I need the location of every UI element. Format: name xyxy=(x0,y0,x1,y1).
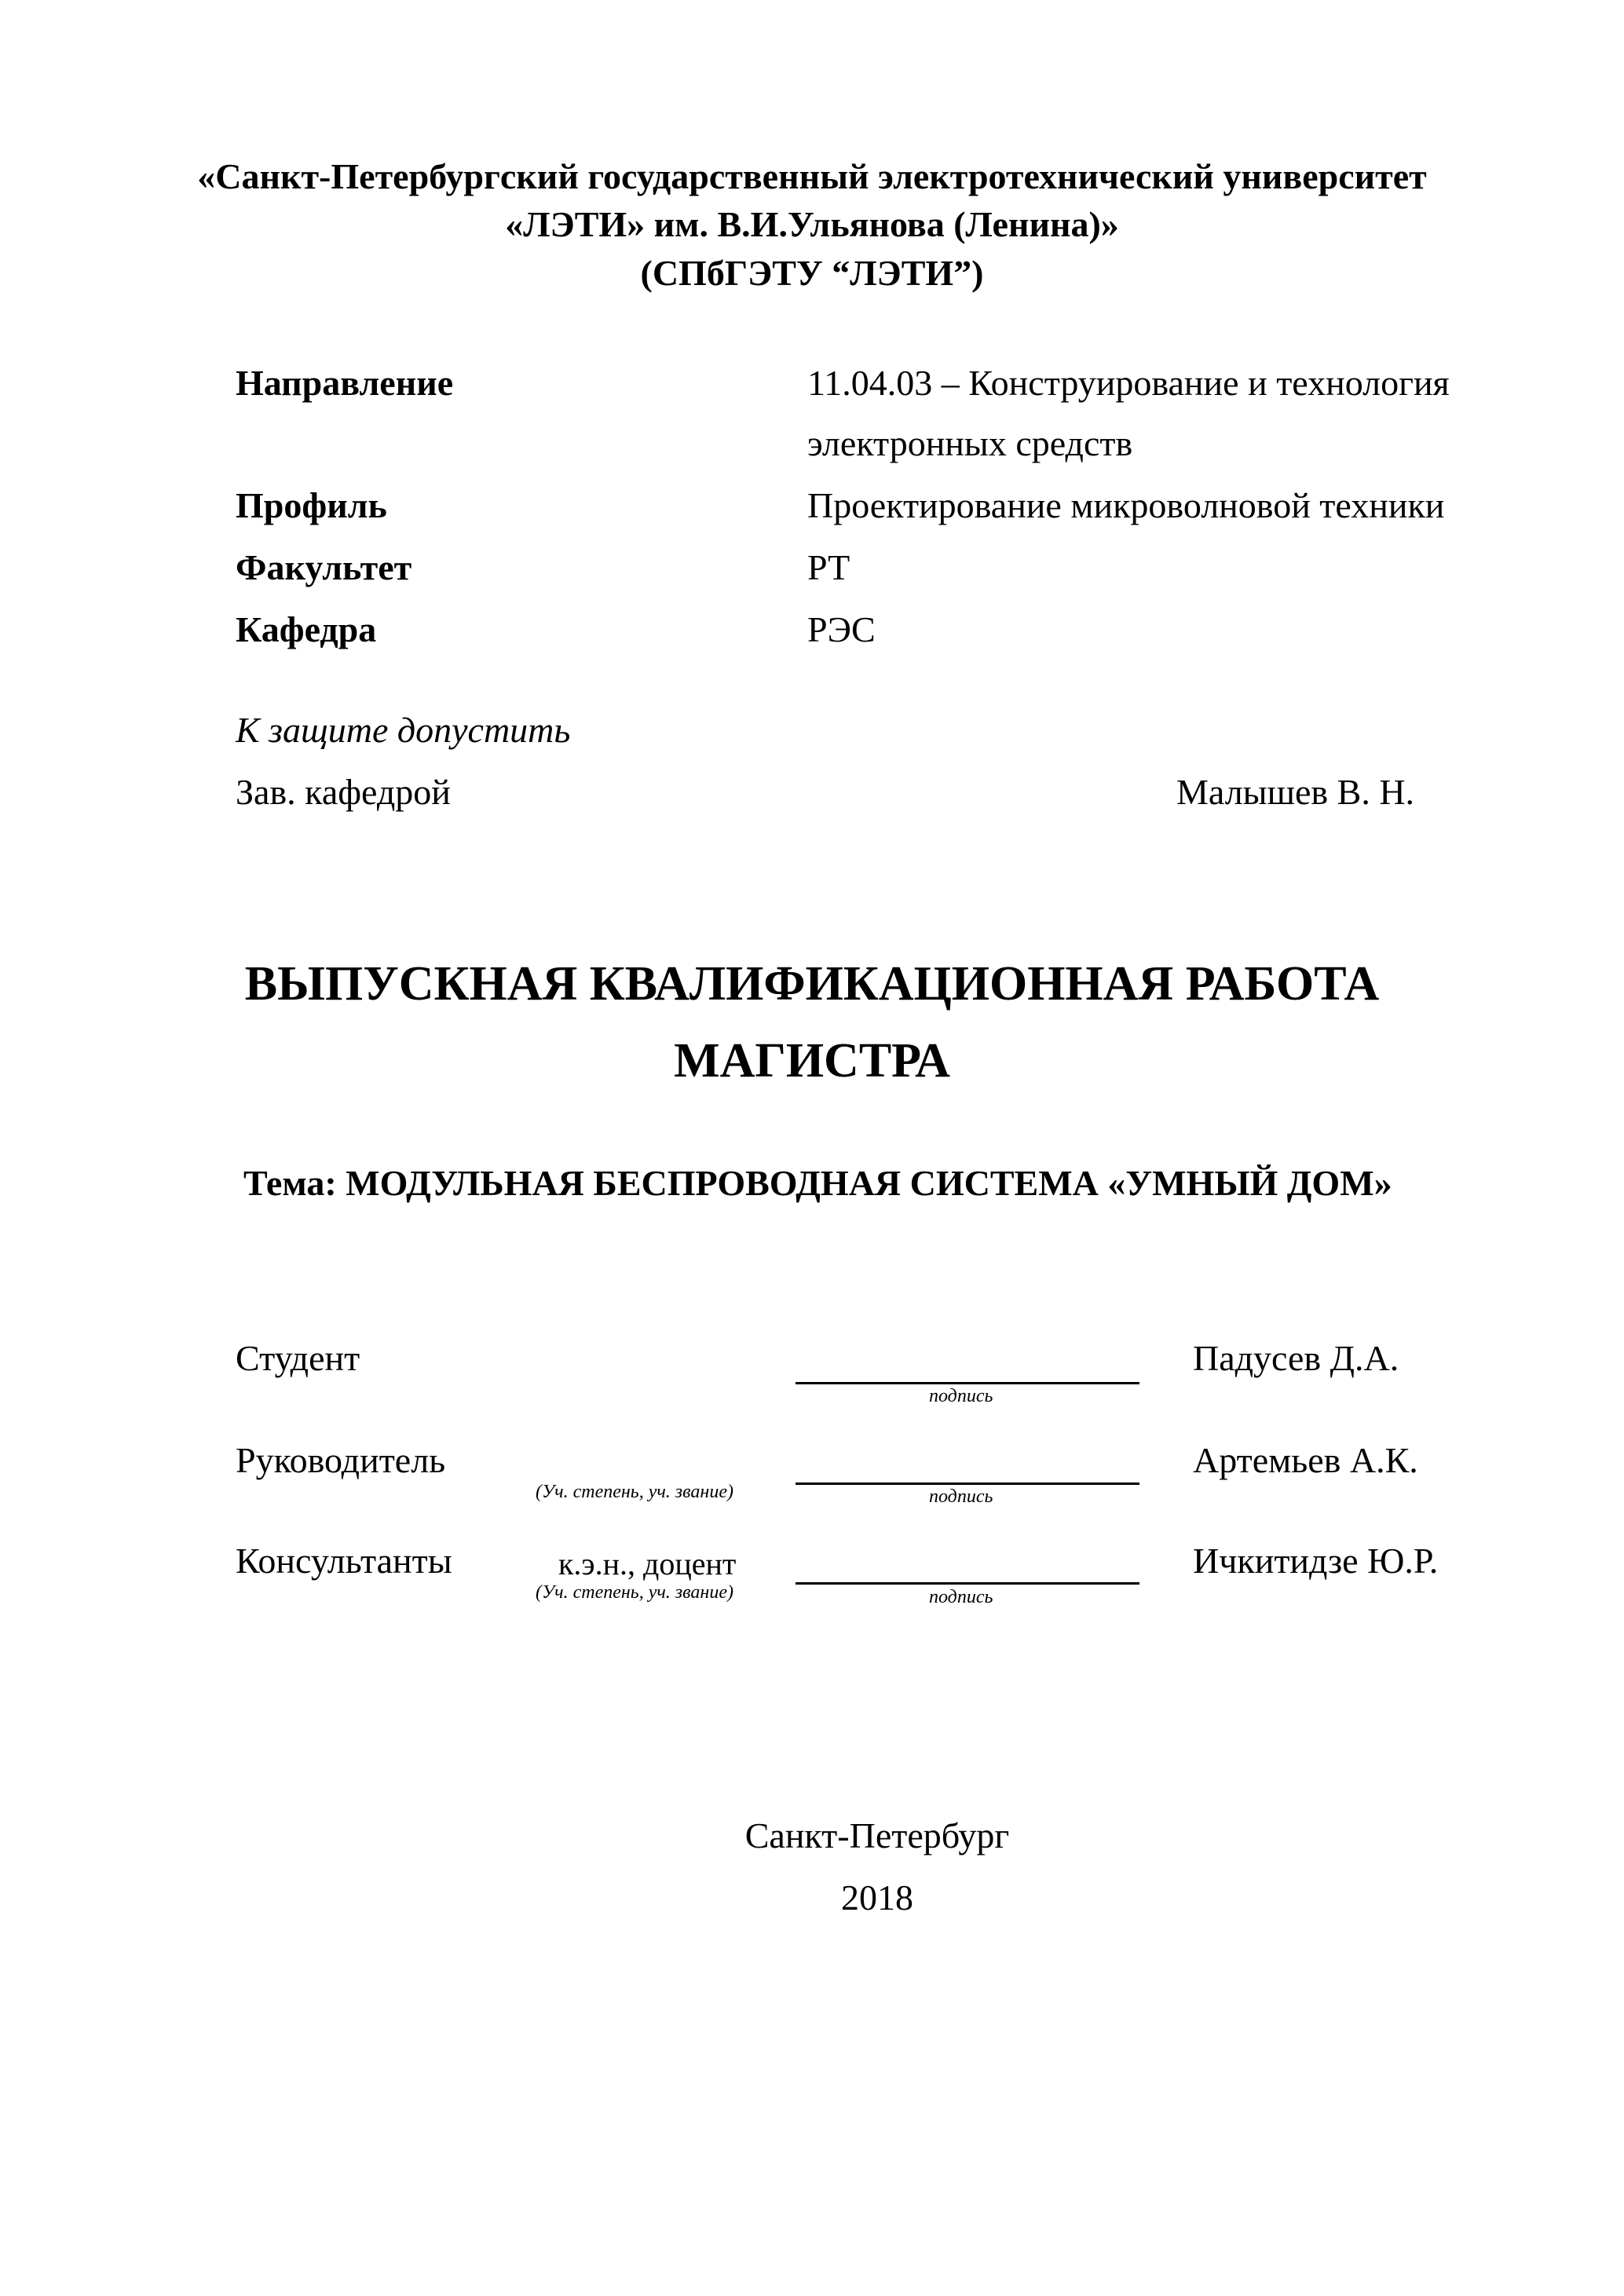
consultant-name: Ичкитидзе Ю.Р. xyxy=(1193,1541,1439,1581)
direction-value: 11.04.03 – Конструирование и технология xyxy=(807,363,1450,403)
department-label: Кафедра xyxy=(236,609,377,649)
department-value: РЭС xyxy=(807,609,876,649)
supervisor-label: Руководитель xyxy=(236,1440,446,1480)
city: Санкт-Петербург xyxy=(744,1815,1010,1855)
student-signature-line xyxy=(796,1382,1139,1384)
direction-label: Направление xyxy=(236,363,454,403)
university-name-line1: «Санкт-Петербургский государственный электротехнический университет xyxy=(197,156,1427,196)
consultant-degree: к.э.н., доцент xyxy=(558,1546,737,1581)
direction-value-cont: электронных средств xyxy=(807,423,1133,463)
profile-label: Профиль xyxy=(236,485,387,525)
consultant-degree-caption: (Уч. степень, уч. звание) xyxy=(536,1582,733,1603)
head-of-department-name: Малышев В. Н. xyxy=(1176,772,1415,812)
admit-to-defense: К защите допустить xyxy=(236,710,571,750)
student-signature-caption: подпись xyxy=(929,1386,993,1406)
year: 2018 xyxy=(841,1877,913,1918)
head-of-department-label: Зав. кафедрой xyxy=(236,772,451,812)
supervisor-signature-line xyxy=(796,1483,1139,1485)
thesis-title-line2: МАГИСТРА xyxy=(674,1034,950,1088)
student-name: Падусев Д.А. xyxy=(1193,1338,1399,1378)
faculty-value: РТ xyxy=(807,547,850,587)
consultants-label: Консультанты xyxy=(236,1541,452,1581)
consultant-signature-caption: подпись xyxy=(929,1587,993,1607)
university-abbreviation: (СПбГЭТУ “ЛЭТИ”) xyxy=(640,253,984,293)
supervisor-signature-caption: подпись xyxy=(929,1486,993,1507)
profile-value: Проектирование микроволновой техники xyxy=(807,485,1445,525)
consultant-signature-line xyxy=(796,1582,1139,1585)
university-name-line2: «ЛЭТИ» им. В.И.Ульянова (Ленина)» xyxy=(505,204,1119,244)
supervisor-degree-caption: (Уч. степень, уч. звание) xyxy=(536,1482,733,1502)
faculty-label: Факультет xyxy=(236,547,412,587)
supervisor-name: Артемьев А.К. xyxy=(1193,1440,1418,1480)
thesis-title-line1: ВЫПУСКНАЯ КВАЛИФИКАЦИОННАЯ РАБОТА xyxy=(244,957,1380,1011)
thesis-topic: Тема: МОДУЛЬНАЯ БЕСПРОВОДНАЯ СИСТЕМА «УМНЫЙ ДОМ» xyxy=(243,1163,1392,1203)
student-label: Студент xyxy=(236,1338,360,1378)
